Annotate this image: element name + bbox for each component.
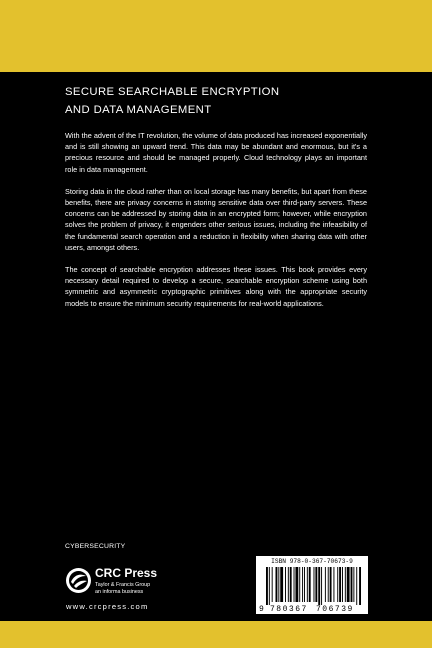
barcode-bar [347, 567, 350, 602]
barcode-bar [321, 567, 322, 605]
book-title-line-1: SECURE SEARCHABLE ENCRYPTION [65, 86, 280, 98]
barcode-digit-prefix: 9 [259, 605, 264, 614]
publisher-block [65, 566, 185, 616]
barcode-bar [359, 567, 361, 605]
barcode-bar [345, 567, 346, 602]
barcode-bar [330, 567, 332, 602]
barcode-bar [302, 567, 303, 602]
barcode-bar [353, 567, 354, 602]
barcode-bar [314, 567, 315, 602]
barcode-bar [276, 567, 278, 602]
isbn-barcode [256, 556, 368, 614]
barcode-bar [333, 567, 334, 602]
blurb [65, 130, 367, 320]
publisher-group: Taylor & Francis Group [95, 582, 151, 588]
blurb-paragraph-1: With the advent of the IT revolution, the volume of data produced has increased exponentially and is still showing an upward trend. This data may be abundant and enormous, but it's a precious resource and should be managed properly. Cloud technology plays an important role in data management. [65, 131, 367, 174]
barcode-bar [280, 567, 283, 602]
barcode-bar [328, 567, 329, 602]
barcode-bar [339, 567, 341, 602]
isbn-label: ISBN 978-0-367-70673-9 [271, 558, 353, 565]
barcode-bar [304, 567, 305, 602]
bottom-color-band [0, 621, 432, 648]
barcode-bar [288, 567, 289, 602]
barcode-bar [315, 567, 317, 602]
barcode-bar [307, 567, 308, 602]
barcode-digits-right: 706739 [316, 605, 354, 614]
barcode-bar [294, 567, 295, 602]
barcode-bar [272, 567, 273, 602]
barcode-bar [299, 567, 300, 602]
book-title-line-2: AND DATA MANAGEMENT [65, 104, 212, 116]
barcode-bar [318, 567, 320, 605]
crc-logo-icon [65, 567, 92, 594]
publisher-parent: an informa business [95, 589, 144, 595]
barcode-bar [342, 567, 343, 602]
barcode-graphic [256, 556, 368, 614]
book-title [65, 83, 385, 119]
barcode-bar [285, 567, 286, 602]
blurb-paragraph-2: Storing data in the cloud rather than on local storage has many benefits, but apart from these benefits, there are privacy concerns in storing sensitive data over third-party servers. These concerns can be addressed by storing data in an encrypted form; however, while encryption solves the problem of privacy, it engenders other serious issues, including the infeasibility of the fundamental search operation and a reduction in flexibility when sharing data with other users, amongst others. [65, 186, 367, 252]
barcode-bar [325, 567, 326, 602]
blurb-paragraph-3: The concept of searchable encryption addresses these issues. This book provides every necessary detail required to develop a secure, searchable encryption scheme using both symmetric and asymmetric cryptographic primitives along with the appropriate security models to ensure the minimum security requirements for real-world applications. [65, 265, 367, 308]
barcode-bar [290, 567, 292, 602]
barcode-bar [337, 567, 338, 602]
barcode-bar [269, 567, 270, 605]
barcode-bar [351, 567, 353, 602]
barcode-digits-left: 780367 [270, 605, 308, 614]
publisher-name: CRC Press [95, 566, 158, 580]
barcode-bar [309, 567, 311, 602]
barcode-bar [278, 567, 279, 602]
subject-category: CYBERSECURITY [65, 543, 126, 550]
publisher-url: www.crcpress.com [66, 602, 149, 611]
barcode-bar [266, 567, 268, 605]
barcode-bar [295, 567, 298, 602]
top-color-band [0, 0, 432, 72]
barcode-bar [356, 567, 357, 605]
